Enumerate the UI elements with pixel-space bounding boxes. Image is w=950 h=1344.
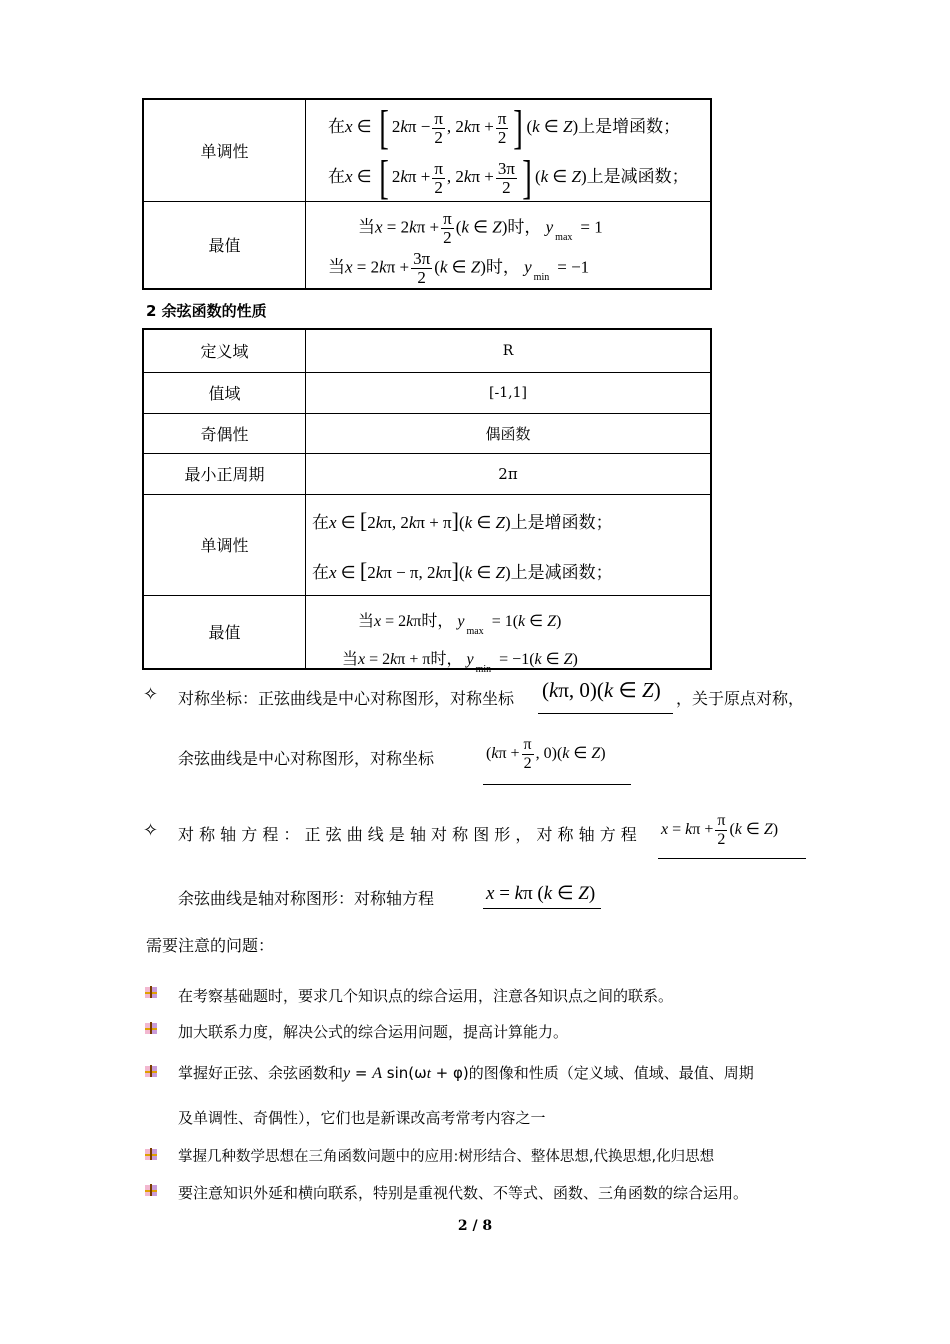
book-bullet-icon <box>144 1064 158 1078</box>
book-bullet-icon <box>144 1147 158 1161</box>
underline <box>538 713 673 714</box>
underline <box>658 858 806 859</box>
cosine-max-formula: 当x = 2kπ时， $y_{max}= 1(k$ ∈ Z) <box>358 611 562 637</box>
sym-axis-cosine-formula: x = kπ (k ∈ Z) <box>486 883 596 904</box>
diamond-bullet-icon: ✧ <box>143 820 159 841</box>
sym-center-cosine-text: 余弦曲线是中心对称图形，对称坐标 <box>178 749 435 768</box>
sym-axis-sine-text: 对 称 轴 方 程 ： 正 弦 曲 线 是 轴 对 称 图 形 ， 对 称 轴 方 程 <box>178 825 637 844</box>
sine-min-formula: 当x = 2kπ + $\frac{3\pi}{2}$ (k ∈ Z)时， $y_{min}= -1$ <box>328 249 590 287</box>
table-label-domain: 定义域 <box>143 329 306 372</box>
underline <box>483 908 601 909</box>
diamond-bullet-icon: ✧ <box>143 684 159 705</box>
cosine-parity-value: 偶函数 <box>306 413 712 453</box>
cosine-min-formula: 当x = 2kπ + π时， $y_{min}= -1(k$ ∈ Z) <box>342 649 578 675</box>
sine-increasing-formula: 在x ∈ [ 2kπ − $\frac{\pi}{2}$ , 2kπ + $\frac{\pi}{2}$ ] (k ∈ Z)上是增函数； <box>328 101 681 154</box>
cosine-increasing-formula: 在x ∈ [2kπ, 2kπ + π](k ∈ Z)上是增函数； <box>312 508 613 533</box>
sym-center-cosine-formula: (kπ + $\frac{\pi}{2}$ , 0)(k ∈ Z) <box>486 736 606 772</box>
underline <box>483 784 631 785</box>
sine-max-formula: 当x = 2kπ + $\frac{\pi}{2}$ (k ∈ Z)时， $y_{max}= 1$ <box>358 209 603 247</box>
table-label-period: 最小正周期 <box>143 453 306 494</box>
table-label-parity: 奇偶性 <box>143 413 306 453</box>
sym-center-sine-text: 对称坐标：正弦曲线是中心对称图形，对称坐标 <box>178 689 515 708</box>
sym-axis-sine-formula: x = kπ + $\frac{\pi}{2}$ (k ∈ Z) <box>661 812 779 848</box>
sym-center-sine-formula: (kπ, 0)(k ∈ Z) <box>542 678 661 702</box>
cosine-period-value: 2π <box>306 453 712 494</box>
note-item: 在考察基础题时，要求几个知识点的综合运用，注意各知识点之间的联系。 <box>178 987 674 1005</box>
table-label-extrema: 最值 <box>143 201 306 289</box>
table-label-monotonic: 单调性 <box>143 99 306 201</box>
book-bullet-icon <box>144 1021 158 1035</box>
note-item: 掌握几种数学思想在三角函数问题中的应用:树形结合、整体思想,代换思想,化归思想 <box>178 1149 715 1165</box>
sine-decreasing-formula: 在x ∈ [ 2kπ + $\frac{\pi}{2}$ , 2kπ + $\frac{3\pi}{2}$ ] (k ∈ Z)上是减函数； <box>328 151 689 204</box>
note-item: 加大联系力度，解决公式的综合运用问题，提高计算能力。 <box>178 1023 569 1041</box>
sym-axis-cosine-text: 余弦曲线是轴对称图形：对称轴方程 <box>178 889 435 908</box>
page-number: 2 / 8 <box>457 1218 493 1234</box>
cosine-decreasing-formula: 在x ∈ [2kπ − π, 2kπ](k ∈ Z)上是减函数； <box>312 558 613 583</box>
note-item: 要注意知识外延和横向联系，特别是重视代数、不等式、函数、三角函数的综合运用。 <box>178 1184 749 1202</box>
note-item: 掌握好正弦、余弦函数和y = A sin(ωt + φ)的图像和性质（定义域、值域、最值、周期 <box>178 1064 754 1082</box>
table-label-extrema: 最值 <box>143 595 306 669</box>
table-label-monotonic: 单调性 <box>143 494 306 595</box>
notes-title: 需要注意的问题： <box>146 936 275 955</box>
cosine-domain-value: R <box>306 329 712 372</box>
cosine-range-value: [-1,1] <box>306 372 712 413</box>
sym-center-sine-tail: ，关于原点对称， <box>676 689 805 708</box>
note-item-continuation: 及单调性、奇偶性），它们也是新课改高考常考内容之一 <box>178 1109 546 1127</box>
book-bullet-icon <box>144 985 158 999</box>
book-bullet-icon <box>144 1183 158 1197</box>
section-2-title: 2 余弦函数的性质 <box>146 302 267 320</box>
table-label-range: 值域 <box>143 372 306 413</box>
